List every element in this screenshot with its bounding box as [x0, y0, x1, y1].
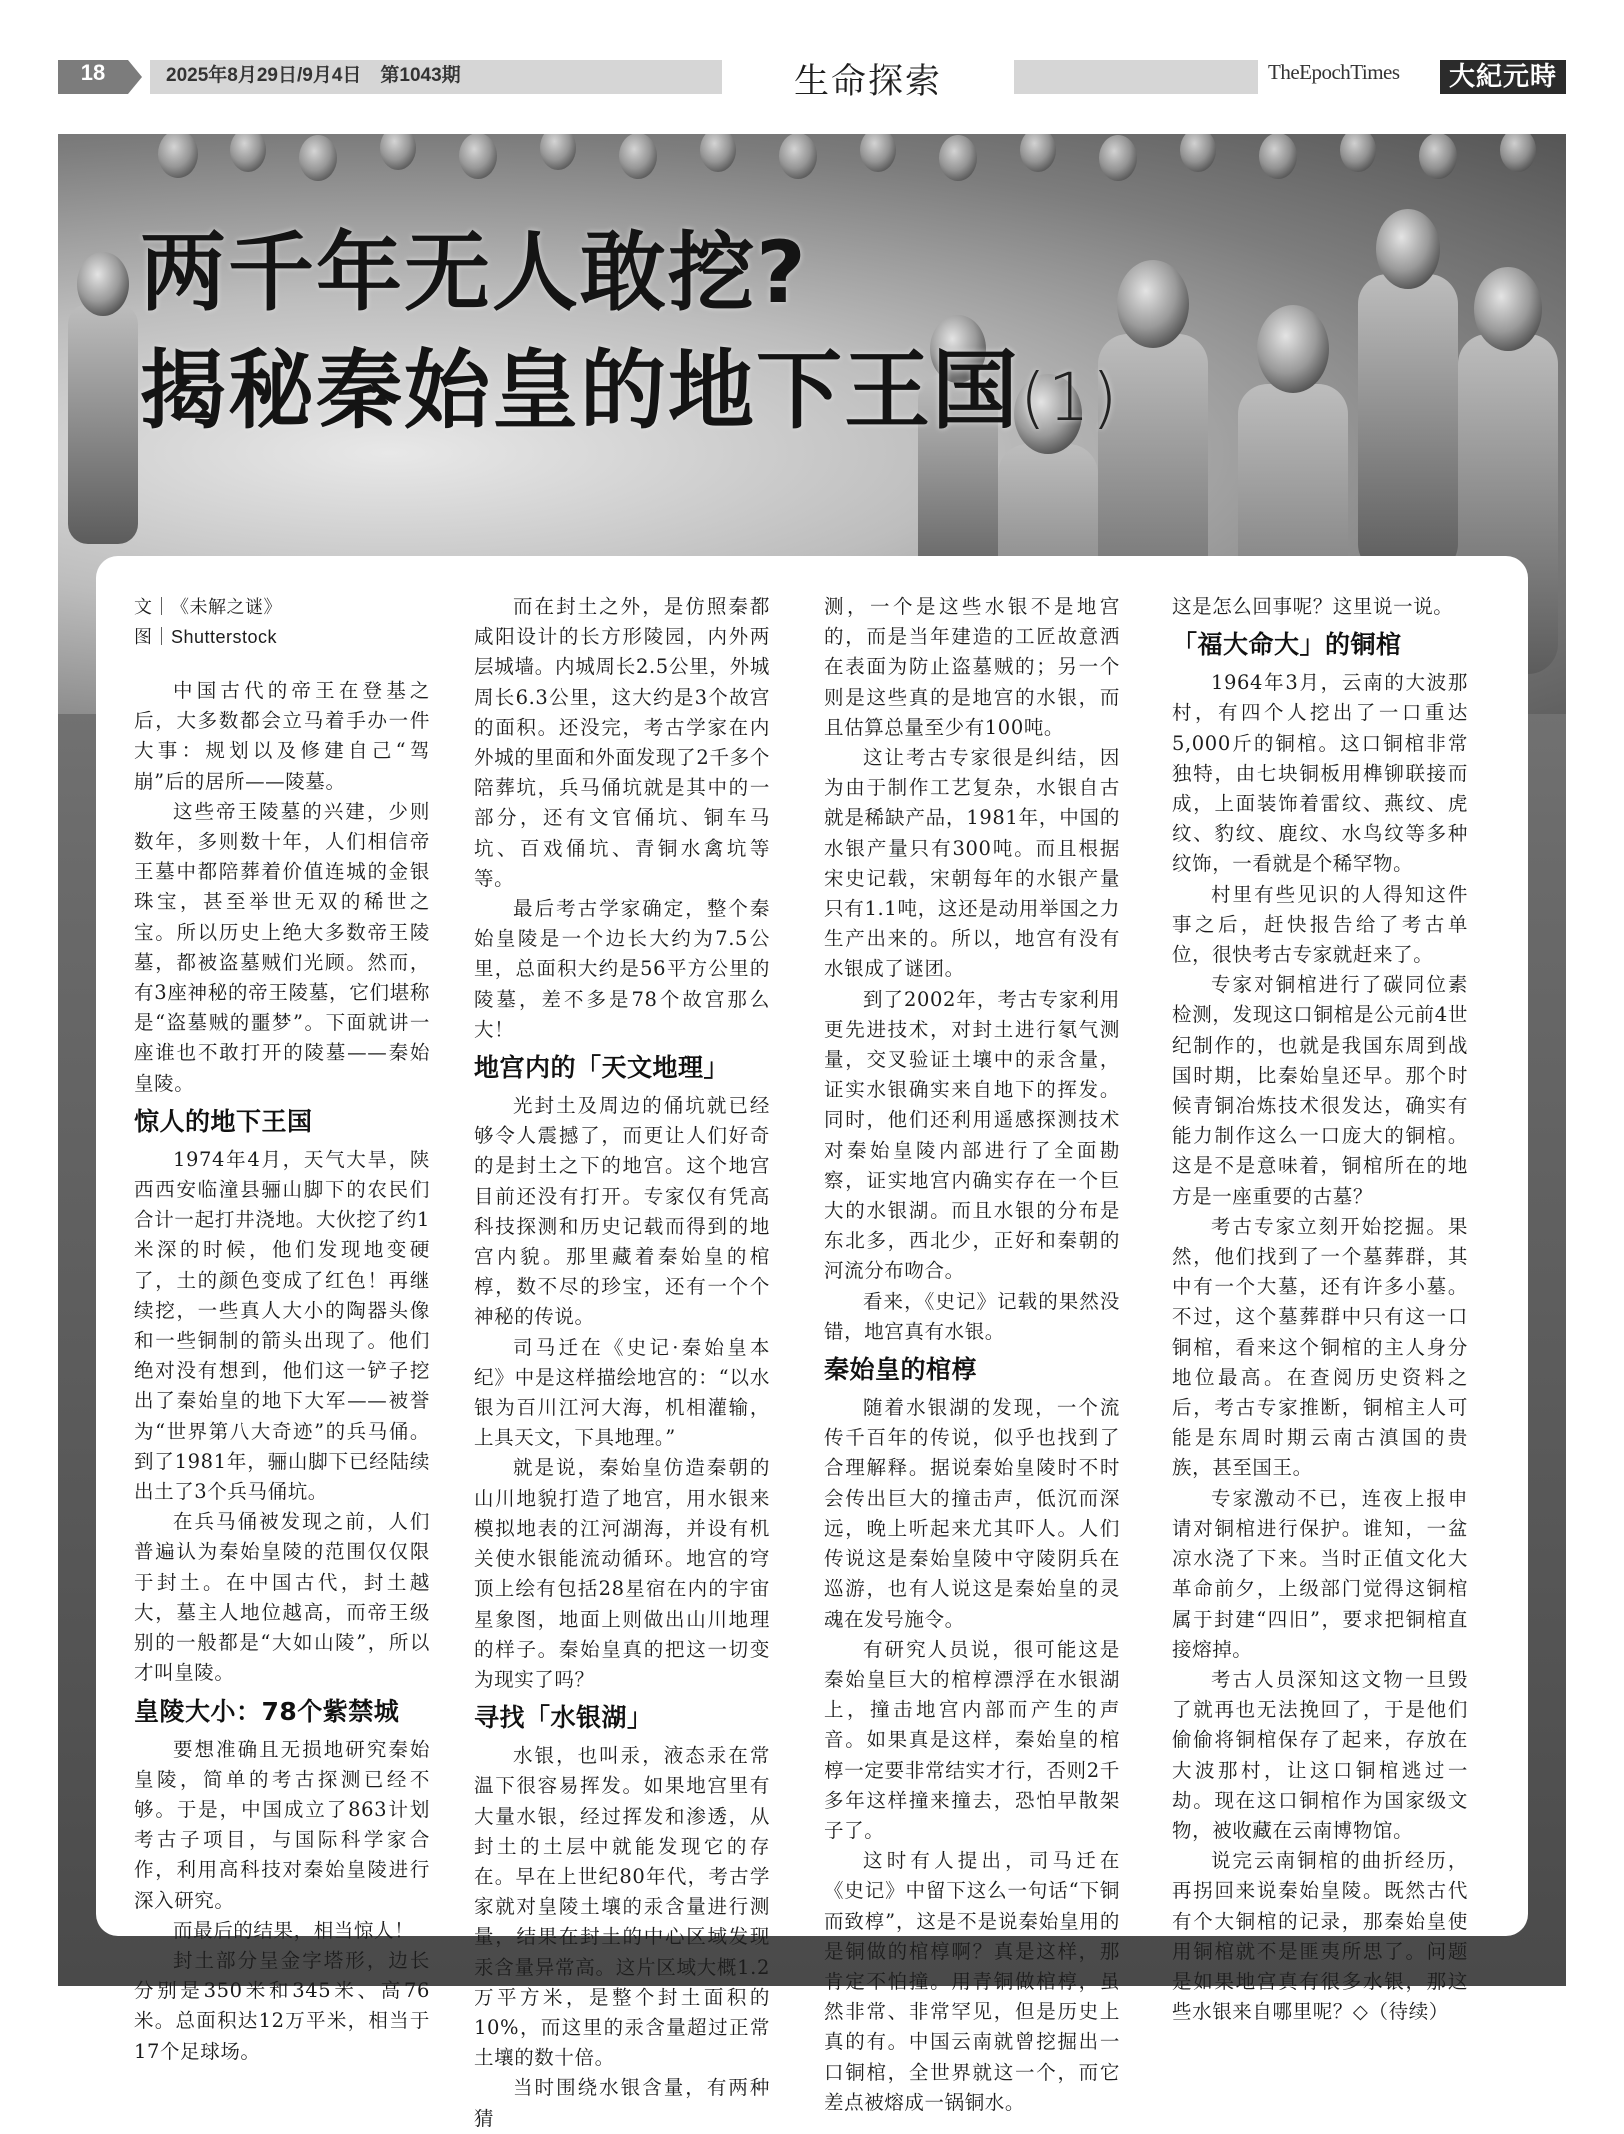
- publication-name-en: TheEpochTimes: [1268, 60, 1400, 84]
- publication-logo-cn: 大紀元時報: [1440, 60, 1566, 94]
- paragraph: 这时有人提出，司马迁在《史记》中留下这么一句话“下铜而致椁”，这是不是说秦始皇用的是铜做的棺椁啊？真是这样，那肯定不怕撞。用青铜做棺椁，虽然非常、非常罕见，但是历史上真的有。中国云南就曾挖掘出一口铜棺，全世界就这一个，而它差点被熔成一锅铜水。: [824, 1849, 1120, 2114]
- paragraph: 1974年4月，天气大旱，陕西西安临潼县骊山脚下的农民们合计一起打井浇地。大伙挖了约1米深的时候，他们发现地变硬了，土的颜色变成了红色！再继续挖，一些真人大小的陶器头像和一些铜制的箭头出现了。他们绝对没有想到，他们这一铲子挖出了秦始皇的地下大军——被誉为“世界第八大奇迹”的兵马俑。到了1981年，骊山脚下已经陆续出土了3个兵马俑坑。: [134, 1147, 430, 1504]
- headline: [140, 214, 1440, 450]
- paragraph: 这让考古专家很是纠结，因为由于制作工艺复杂，水银自古就是稀缺产品，1981年，中国的水银产量只有300吨。而且根据宋史记载，宋朝每年的水银产量只有1.1吨，这还是动用举国之力生产出来的。所以，地宫有没有水银成了谜团。: [824, 746, 1120, 981]
- subhead-underground-kingdom: 惊人的地下王国: [134, 1106, 313, 1136]
- paragraph: 专家对铜棺进行了碳同位素检测，发现这口铜棺是公元前4世纪制作的，也就是我国东周到战国时期，比秦始皇还早。那个时候青铜冶炼技术很发达，确实有能力制作这么一口庞大的铜棺。这是不是意味着，铜棺所在的地方是一座重要的古墓？: [1172, 973, 1468, 1208]
- paragraph: 随着水银湖的发现，一个流传千百年的传说，似乎也找到了合理解释。据说秦始皇陵时不时会传出巨大的撞击声，低沉而深远，晚上听起来尤其吓人。人们传说这是秦始皇陵中守陵阴兵在巡游，也有人说这是秦始皇的灵魂在发号施令。: [824, 1396, 1120, 1631]
- header-right-bar: [1014, 60, 1258, 94]
- paragraph: 考古人员深知这文物一旦毁了就再也无法挽回了，于是他们偷偷将铜棺保存了起来，存放在大波那村，让这口铜棺逃过一劫。现在这口铜棺作为国家级文物，被收藏在云南博物馆。: [1172, 1667, 1468, 1842]
- paragraph: 光封土及周边的俑坑就已经够令人震撼了，而更让人们好奇的是封土之下的地宫。这个地宫目前还没有打开。专家仅有凭高科技探测和历史记载而得到的地宫内貌。那里藏着秦始皇的棺椁，数不尽的珍宝，还有一个个神秘的传说。: [474, 1094, 770, 1329]
- image-credit: 图｜Shutterstock: [134, 627, 278, 647]
- paragraph: 中国古代的帝王在登基之后，大多数都会立马着手办一件大事：规划以及修建自己“驾崩”后的居所——陵墓。: [134, 679, 430, 793]
- author-credit: 文｜《未解之谜》: [134, 597, 282, 617]
- paragraph: 说完云南铜棺的曲折经历，再拐回来说秦始皇陵。既然古代有个大铜棺的记录，那秦始皇使用铜棺就不是匪夷所思了。问题是如果地宫真有很多水银，那这些水银来自哪里呢？◇（待续）: [1172, 1849, 1468, 2024]
- paragraph: 水银，也叫汞，液态汞在常温下很容易挥发。如果地宫里有大量水银，经过挥发和渗透，从封土的土层中就能发现它的存在。早在上世纪80年代，考古学家就对皇陵土壤的汞含量进行测量，结果在封土的中心区域发现汞含量异常高。这片区域大概1.2万平方米，是整个封土面积的10%，而这里的汞含量超过正常土壤的数十倍。: [474, 1744, 770, 2070]
- headline-line-2-main: 揭秘秦始皇的地下王国: [140, 341, 1020, 441]
- page-header: [58, 60, 1566, 126]
- article-column-1: [134, 592, 430, 2067]
- paragraph: 有研究人员说，很可能这是秦始皇巨大的棺椁漂浮在水银湖上，撞击地宫内部而产生的声音。如果真是这样，秦始皇的棺椁一定要非常结实才行，否则2千多年这样撞来撞去，恐怕早散架子了。: [824, 1637, 1120, 1842]
- paragraph: 司马迁在《史记·秦始皇本纪》中是这样描绘地宫的：“以水银为百川江河大海，机相灌输，上具天文，下具地理。”: [474, 1335, 770, 1450]
- paragraph: 而在封土之外，是仿照秦都咸阳设计的长方形陵园，内外两层城墙。内城周长2.5公里，外城周长6.3公里，这大约是3个故宫的面积。还没完，考古学家在内外城的里面和外面发现了2千多个陪葬坑，兵马俑坑就是其中的一部分，还有文官俑坑、铜车马坑、百戏俑坑、青铜水禽坑等等。: [474, 595, 770, 890]
- section-title: 生命探索: [793, 62, 942, 102]
- paragraph: 看来，《史记》记载的果然没错，地宫真有水银。: [824, 1289, 1120, 1343]
- subhead-mausoleum-size: 皇陵大小：78个紫禁城: [134, 1696, 400, 1726]
- date-issue: 2025年8月29日/9月4日 第1043期: [166, 65, 461, 86]
- page-number-tab: [58, 60, 128, 94]
- paragraph: 测，一个是这些水银不是地宫的，而是当年建造的工匠故意洒在表面为防止盗墓贼的；另一个则是这些真的是地宫的水银，而且估算总量至少有100吨。: [824, 595, 1120, 739]
- article-column-2: [474, 592, 770, 2134]
- paragraph: 考古专家立刻开始挖掘。果然，他们找到了一个墓葬群，其中有一个大墓，还有许多小墓。不过，这个墓葬群中只有这一口铜棺，看来这个铜棺的主人身分地位最高。在查阅历史资料之后，考古专家推断，铜棺主人可能是东周时期云南古滇国的贵族，甚至国王。: [1172, 1214, 1468, 1480]
- subhead-bronze-coffin: 「福大命大」的铜棺: [1172, 630, 1402, 660]
- subhead-mercury-lake: 寻找「水银湖」: [474, 1703, 653, 1733]
- spacer: [134, 652, 430, 676]
- paragraph: 这是怎么回事呢？这里说一说。: [1172, 595, 1454, 618]
- paragraph: 而最后的结果，相当惊人！: [173, 1918, 415, 1942]
- paragraph: 就是说，秦始皇仿造秦朝的山川地貌打造了地宫，用水银来模拟地表的江河湖海，并设有机关使水银能流动循环。地宫的穹顶上绘有包括28星宿在内的宇宙星象图，地面上则做出山川地理的样子。秦始皇真的把这一切变为现实了吗？: [474, 1456, 770, 1691]
- article-column-3: [824, 592, 1120, 2118]
- paragraph: 到了2002年，考古专家利用更先进技术，对封土进行氡气测量，交叉验证土壤中的汞含量，证实水银确实来自地下的挥发。同时，他们还利用遥感探测技术对秦始皇陵内部进行了全面勘察，证实地宫内确实存在一个巨大的水银湖。而且水银的分布是东北多，西北少，正好和秦朝的河流分布吻合。: [824, 987, 1120, 1283]
- paragraph: 这些帝王陵墓的兴建，少则数年，多则数十年，人们相信帝王墓中都陪葬着价值连城的金银珠宝，甚至举世无双的稀世之宝。所以历史上绝大多数帝王陵墓，都被盗墓贼们光顾。然而，有3座神秘的帝王陵墓，它们堪称是“盗墓贼的噩梦”。下面就讲一座谁也不敢打开的陵墓——秦始皇陵。: [134, 799, 430, 1095]
- article-panel: [96, 556, 1528, 2130]
- paragraph: 在兵马俑被发现之前，人们普遍认为秦始皇陵的范围仅仅限于封土。在中国古代，封土越大，墓主人地位越高，而帝王级别的一般都是“大如山陵”，所以才叫皇陵。: [134, 1510, 430, 1685]
- date-bar: [150, 60, 722, 94]
- paragraph: 最后考古学家确定，整个秦始皇陵是一个边长大约为7.5公里，总面积大约是56平方公里的陵墓，差不多是78个故宫那么大！: [474, 897, 770, 1041]
- headline-line-2: [140, 332, 1440, 450]
- paragraph: 当时围绕水银含量，有两种猜: [474, 2076, 770, 2130]
- headline-part-number: (1): [1020, 359, 1120, 436]
- page-tab-arrow: [128, 60, 142, 94]
- subhead-coffin: 秦始皇的棺椁: [824, 1355, 978, 1385]
- headline-line-1: 两千年无人敢挖?: [140, 223, 808, 323]
- subhead-astronomy-geography: 地宫内的「天文地理」: [474, 1053, 730, 1083]
- page-number: 18: [80, 60, 106, 85]
- paragraph: 要想准确且无损地研究秦始皇陵，简单的考古探测已经不够。于是，中国成立了863计划考古子项目，与国际科学家合作，利用高科技对秦始皇陵进行深入研究。: [134, 1737, 430, 1912]
- paragraph: 封土部分呈金字塔形，边长分别是350米和345米、高76米。总面积达12万平米，相当于17个足球场。: [134, 1948, 430, 2063]
- article-column-4: [1172, 592, 1468, 2027]
- paragraph: 1964年3月，云南的大波那村，有四个人挖出了一口重达5,000斤的铜棺。这口铜棺非常独特，由七块铜板用榫铆联接而成，上面装饰着雷纹、燕纹、虎纹、豹纹、鹿纹、水鸟纹等多种纹饰，一看就是个稀罕物。: [1172, 671, 1468, 876]
- paragraph: 专家激动不已，连夜上报申请对铜棺进行保护。谁知，一盆凉水浇了下来。当时正值文化大革命前夕，上级部门觉得这铜棺属于封建“四旧”，要求把铜棺直接熔掉。: [1172, 1486, 1468, 1661]
- paragraph: 村里有些见识的人得知这件事之后，赶快报告给了考古单位，很快考古专家就赶来了。: [1172, 882, 1468, 967]
